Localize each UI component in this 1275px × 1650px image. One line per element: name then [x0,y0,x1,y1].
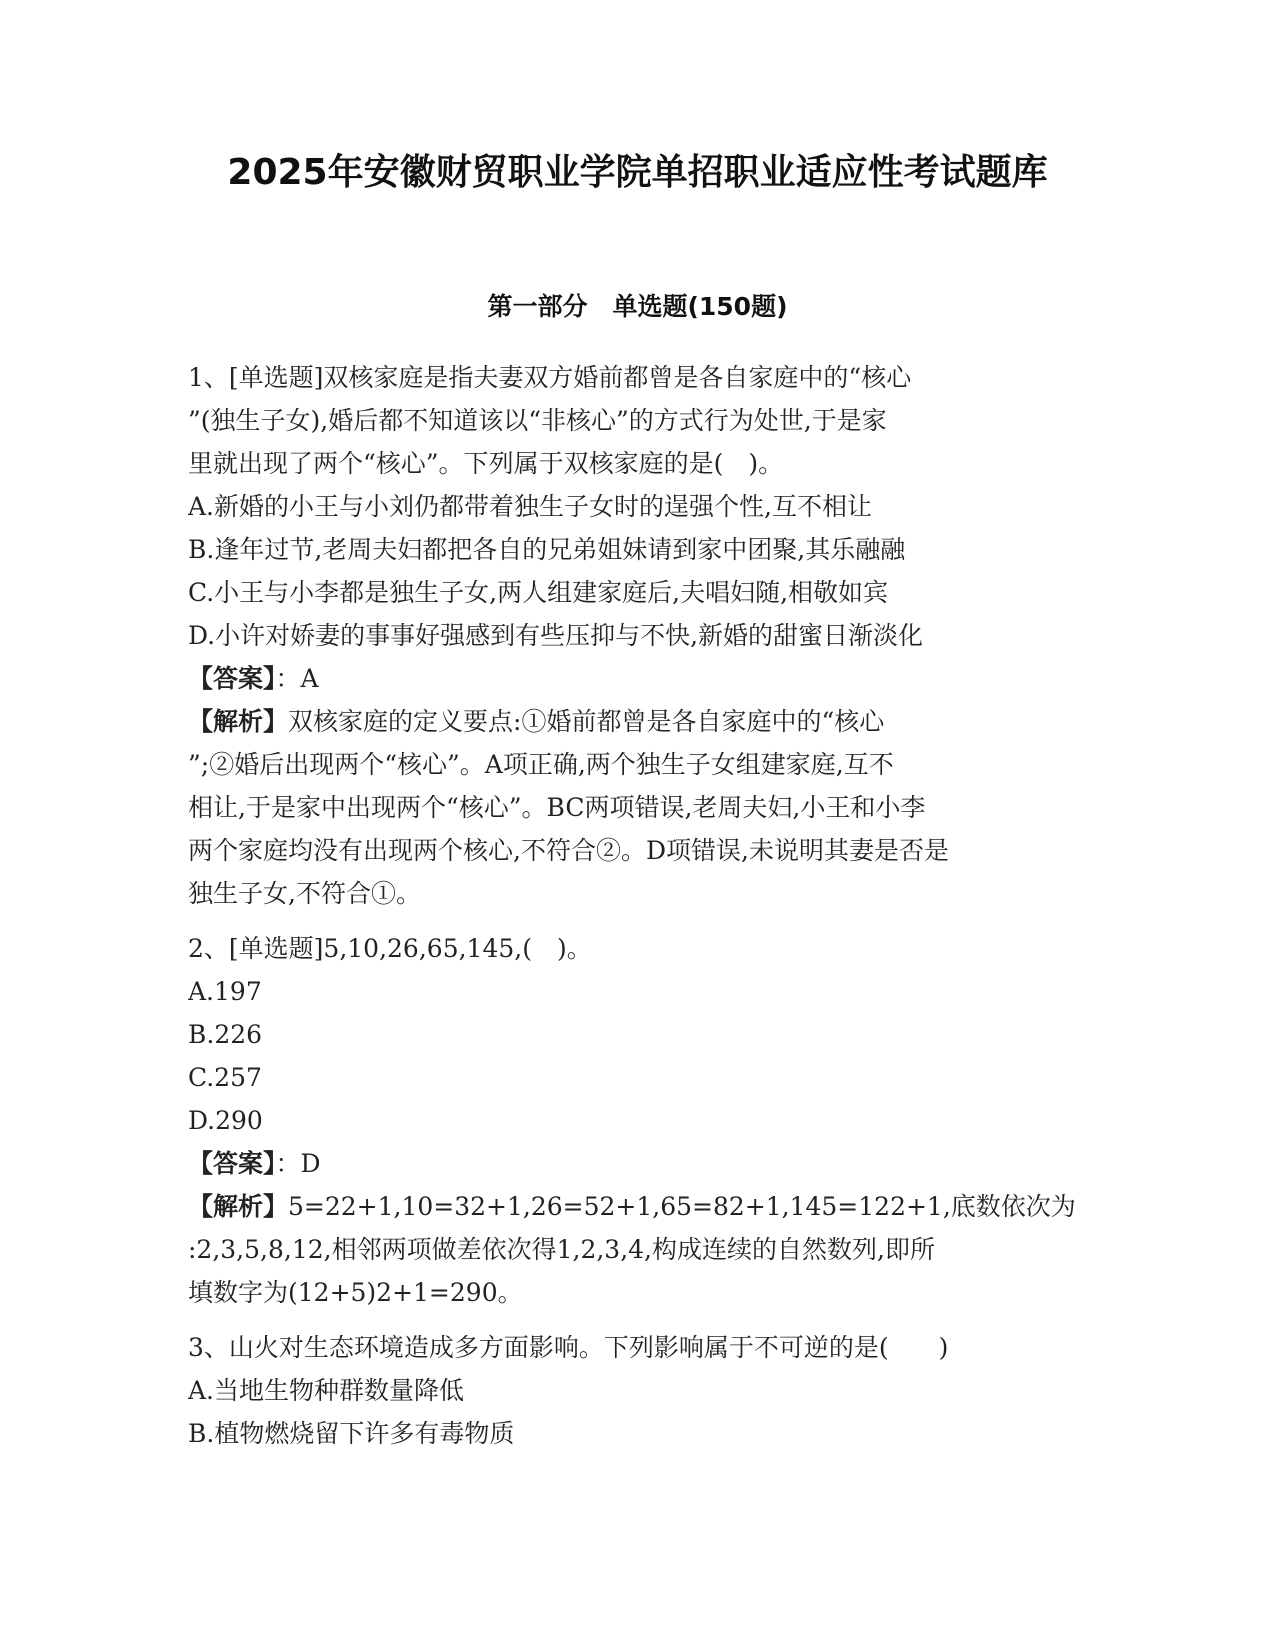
option-a: A.当地生物种群数量降低 [188,1376,465,1405]
analysis-text: 相让,于是家中出现两个“核心”。BC两项错误,老周夫妇,小王和小李 [188,793,926,822]
option-a: A.新婚的小王与小刘仍都带着独生子女时的逞强个性,互不相让 [188,492,872,521]
question-2 [188,927,1093,1314]
answer-line [188,657,1093,700]
analysis-text: 独生子女,不符合①。 [188,879,421,908]
question-stem-line: ”(独生子女),婚后都不知道该以“非核心”的方式行为处世,于是家 [188,406,887,435]
question-1 [188,356,1093,915]
question-stem-line: 1、[单选题]双核家庭是指夫妻双方婚前都曾是各自家庭中的“核心 [188,363,912,392]
analysis-text: ”;②婚后出现两个“核心”。A项正确,两个独生子女组建家庭,互不 [188,750,894,779]
analysis-label: 【解析】 [188,1192,289,1221]
answer-value: ：D [275,1149,321,1178]
option-a: A.197 [188,977,262,1006]
option-c: C.257 [188,1063,262,1092]
analysis-text: 5=22+1,10=32+1,26=52+1,65=82+1,145=122+1,底数依次为 [288,1192,1076,1221]
document-title: 2025年安徽财贸职业学院单招职业适应性考试题库 [227,152,1048,193]
analysis-text: 双核家庭的定义要点:①婚前都曾是各自家庭中的“核心 [288,707,885,736]
analysis-text: 两个家庭均没有出现两个核心,不符合②。D项错误,未说明其妻是否是 [188,836,949,865]
question-3 [188,1326,1093,1455]
option-d: D.290 [188,1106,263,1135]
question-stem-line: 里就出现了两个“核心”。下列属于双核家庭的是( )。 [188,449,784,478]
analysis-label: 【解析】 [188,707,289,736]
analysis-text: :2,3,5,8,12,相邻两项做差依次得1,2,3,4,构成连续的自然数列,即所 [188,1235,935,1264]
answer-label: 【答案】 [188,1149,276,1178]
question-stem-line: 2、[单选题]5,10,26,65,145,( )。 [188,934,592,963]
option-d: D.小许对娇妻的事事好强感到有些压抑与不快,新婚的甜蜜日渐淡化 [188,621,924,650]
analysis-text: 填数字为(12+5)2+1=290。 [188,1278,523,1307]
answer-value: ：A [275,664,319,693]
option-c: C.小王与小李都是独生子女,两人组建家庭后,夫唱妇随,相敬如宾 [188,578,889,607]
answer-line [188,1142,1093,1185]
option-b: B.逢年过节,老周夫妇都把各自的兄弟姐妹请到家中团聚,其乐融融 [188,535,906,564]
option-b: B.226 [188,1020,263,1049]
option-b: B.植物燃烧留下许多有毒物质 [188,1419,515,1448]
analysis-line [188,1185,1093,1228]
section-title: 第一部分 单选题(150题) [487,292,788,321]
answer-label: 【答案】 [188,664,276,693]
question-list [188,356,1093,1467]
analysis-line [188,700,1093,743]
question-stem-line: 3、山火对生态环境造成多方面影响。下列影响属于不可逆的是( ) [188,1333,949,1362]
